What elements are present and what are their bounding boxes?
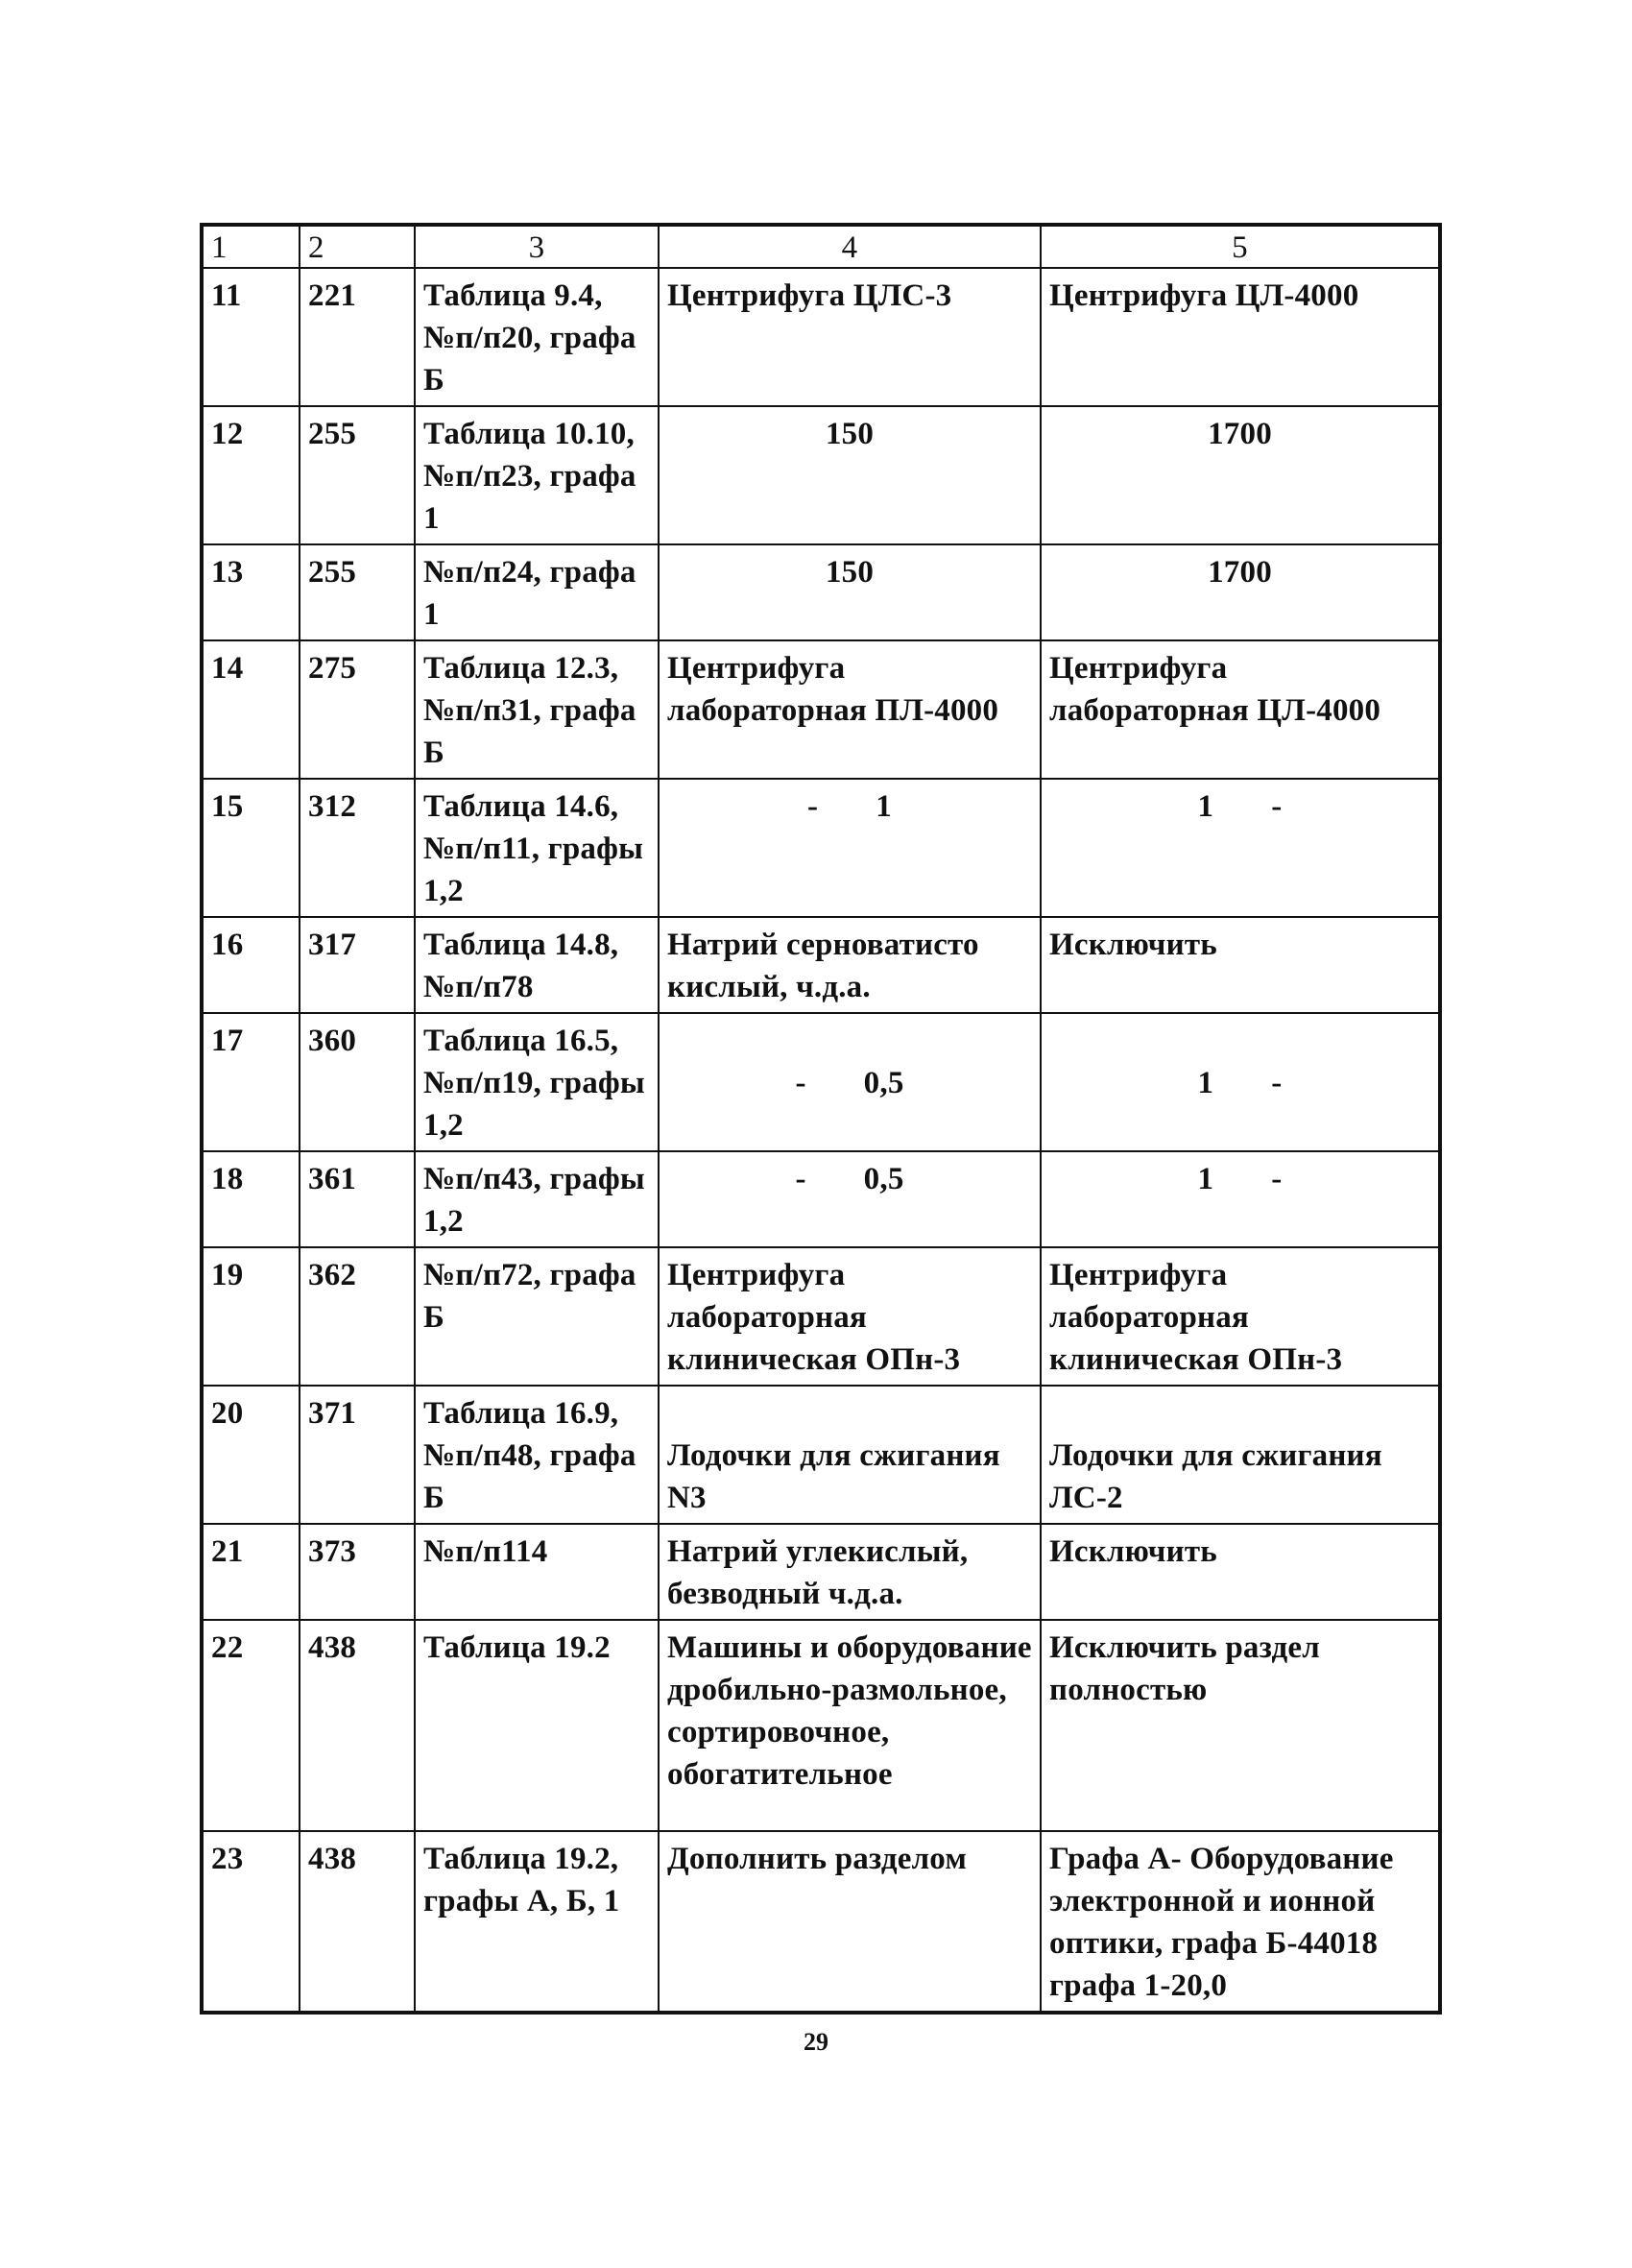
header-cell-4: 4 (659, 225, 1041, 268)
old-value: Дополнить разделом (659, 1831, 1041, 2013)
old-value (659, 1013, 1041, 1151)
row-number: 22 (202, 1620, 300, 1831)
table-row (202, 1620, 1440, 1831)
table-row (202, 917, 1440, 1013)
old-value: 150 (659, 406, 1041, 544)
old-value-col1: - (807, 789, 819, 824)
old-value: Лодочки для сжигания N3 (659, 1386, 1041, 1524)
page-number: 29 (804, 2028, 828, 2056)
new-value: Центрифуга лабораторная клиническая ОПн-3 (1041, 1247, 1440, 1386)
source-ref: Таблица 19.2, графы А, Б, 1 (415, 1831, 659, 2013)
row-number: 15 (202, 779, 300, 917)
page-ref: 362 (300, 1247, 415, 1386)
new-value: Исключить (1041, 917, 1440, 1013)
row-number: 11 (202, 268, 300, 406)
page-ref: 371 (300, 1386, 415, 1524)
new-value (1041, 779, 1440, 917)
page-ref: 361 (300, 1151, 415, 1247)
old-value-col1: - (795, 1162, 806, 1196)
new-value-col1: 1 (1197, 789, 1214, 824)
page-ref: 275 (300, 640, 415, 779)
row-number: 21 (202, 1524, 300, 1620)
new-value-col1: 1 (1197, 1162, 1214, 1196)
row-number: 14 (202, 640, 300, 779)
new-value: Исключить раздел полностью (1041, 1620, 1440, 1831)
page-ref: 221 (300, 268, 415, 406)
page-ref: 255 (300, 406, 415, 544)
source-ref: №п/п43, графы 1,2 (415, 1151, 659, 1247)
table-row (202, 1831, 1440, 2013)
source-ref: №п/п114 (415, 1524, 659, 1620)
row-number: 20 (202, 1386, 300, 1524)
source-ref: Таблица 19.2 (415, 1620, 659, 1831)
old-value: Машины и оборудование дробильно-размольное, сортировочное, обогатительное (659, 1620, 1041, 1831)
old-value-col1: - (795, 1066, 806, 1100)
page-ref: 373 (300, 1524, 415, 1620)
old-value: Центрифуга лабораторная клиническая ОПн-3 (659, 1247, 1041, 1386)
source-ref: Таблица 16.9, №п/п48, графа Б (415, 1386, 659, 1524)
new-value-col2: - (1271, 789, 1283, 824)
new-value (1041, 1151, 1440, 1247)
header-cell-1: 1 (202, 225, 300, 268)
page-ref: 360 (300, 1013, 415, 1151)
source-ref: Таблица 14.8, №п/п78 (415, 917, 659, 1013)
table-row (202, 1151, 1440, 1247)
old-value-col2: 0,5 (863, 1162, 904, 1196)
page-ref: 255 (300, 544, 415, 640)
row-number: 17 (202, 1013, 300, 1151)
row-number: 18 (202, 1151, 300, 1247)
old-value (659, 779, 1041, 917)
table-row (202, 406, 1440, 544)
old-value: Натрий серноватисто кислый, ч.д.а. (659, 917, 1041, 1013)
old-value: Центрифуга ЦЛС-3 (659, 268, 1041, 406)
old-value: 150 (659, 544, 1041, 640)
new-value: Графа А- Оборудование электронной и ионной оптики, графа Б-44018 графа 1-20,0 (1041, 1831, 1440, 2013)
table-header-row (202, 225, 1440, 268)
table-row (202, 1013, 1440, 1151)
corrections-table (200, 223, 1442, 2015)
header-cell-2: 2 (300, 225, 415, 268)
table-row (202, 1386, 1440, 1524)
table-row (202, 779, 1440, 917)
source-ref: Таблица 16.5, №п/п19, графы 1,2 (415, 1013, 659, 1151)
header-cell-5: 5 (1041, 225, 1440, 268)
new-value-col2: - (1271, 1066, 1283, 1100)
page-ref: 317 (300, 917, 415, 1013)
table-row (202, 268, 1440, 406)
new-value: 1700 (1041, 544, 1440, 640)
new-value: 1700 (1041, 406, 1440, 544)
new-value: Центрифуга ЦЛ-4000 (1041, 268, 1440, 406)
new-value: Исключить (1041, 1524, 1440, 1620)
new-value: Центрифуга лабораторная ЦЛ-4000 (1041, 640, 1440, 779)
row-number: 19 (202, 1247, 300, 1386)
old-value: Натрий углекислый, безводный ч.д.а. (659, 1524, 1041, 1620)
table-row (202, 640, 1440, 779)
table-row (202, 1247, 1440, 1386)
row-number: 12 (202, 406, 300, 544)
old-value (659, 1151, 1041, 1247)
old-value: Центрифуга лабораторная ПЛ-4000 (659, 640, 1041, 779)
row-number: 16 (202, 917, 300, 1013)
new-value-col2: - (1271, 1162, 1283, 1196)
old-value-col2: 0,5 (863, 1066, 904, 1100)
table-row (202, 544, 1440, 640)
table-row (202, 1524, 1440, 1620)
page-ref: 312 (300, 779, 415, 917)
new-value: Лодочки для сжигания ЛС-2 (1041, 1386, 1440, 1524)
source-ref: Таблица 12.3, №п/п31, графа Б (415, 640, 659, 779)
new-value (1041, 1013, 1440, 1151)
page-ref: 438 (300, 1620, 415, 1831)
source-ref: №п/п24, графа 1 (415, 544, 659, 640)
source-ref: Таблица 9.4, №п/п20, графа Б (415, 268, 659, 406)
row-number: 23 (202, 1831, 300, 2013)
source-ref: Таблица 14.6, №п/п11, графы 1,2 (415, 779, 659, 917)
row-number: 13 (202, 544, 300, 640)
source-ref: Таблица 10.10, №п/п23, графа 1 (415, 406, 659, 544)
old-value-col2: 1 (876, 789, 892, 824)
header-cell-3: 3 (415, 225, 659, 268)
page-ref: 438 (300, 1831, 415, 2013)
source-ref: №п/п72, графа Б (415, 1247, 659, 1386)
new-value-col1: 1 (1197, 1066, 1214, 1100)
